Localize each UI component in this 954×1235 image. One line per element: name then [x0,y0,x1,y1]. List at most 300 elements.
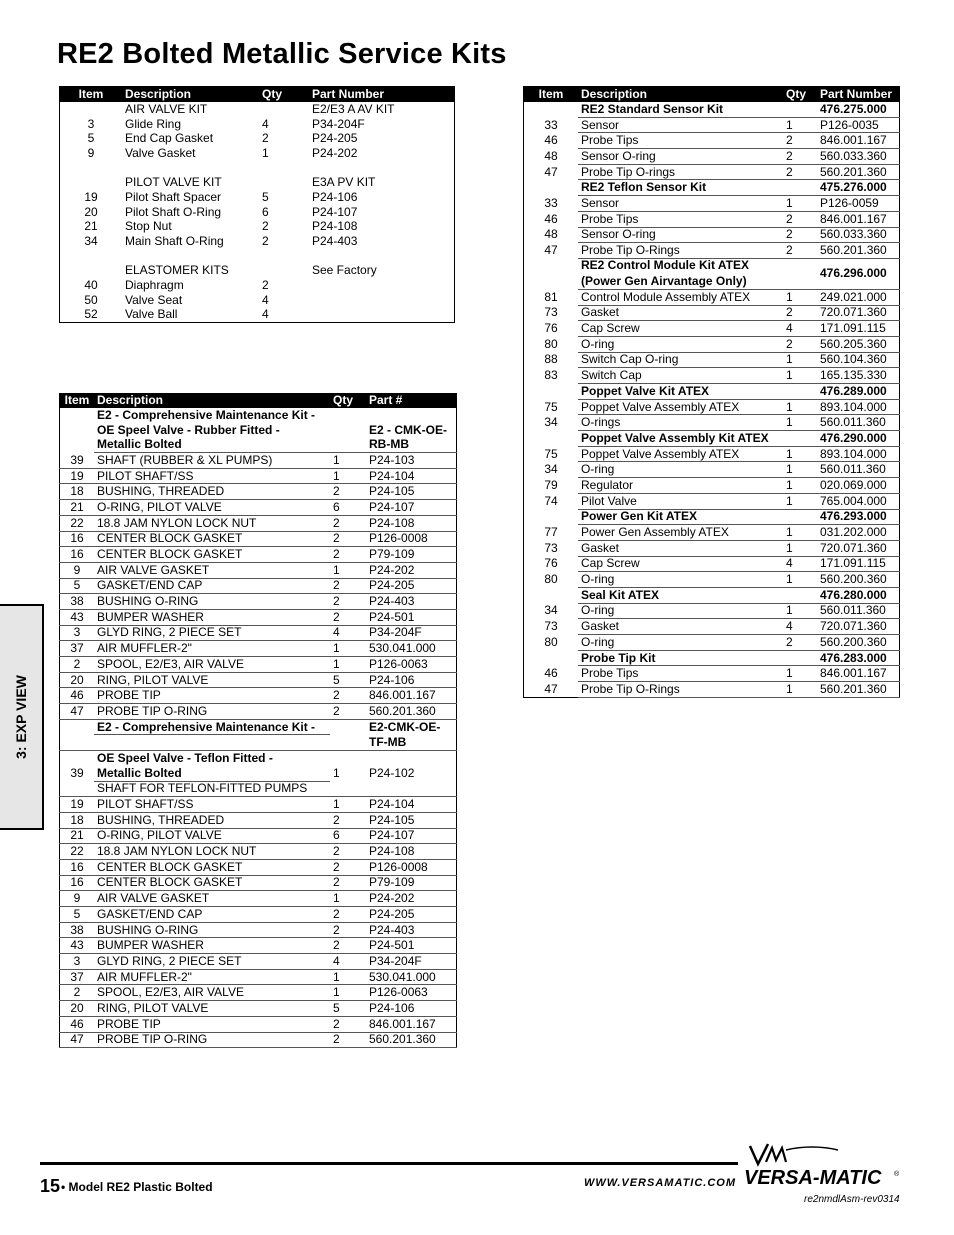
item-cell: 21 [60,828,95,844]
kit-heading-row [524,180,900,196]
table-row [524,682,900,698]
item-cell: 3 [60,625,95,641]
qty-cell: 5 [262,189,269,204]
qty-cell: 2 [262,234,269,249]
table-row [60,688,457,704]
kit-part-line: TF-MB [366,735,457,751]
part-number-cell: 476.289.000 [817,384,900,400]
description-cell: AIR VALVE KIT [125,101,208,116]
part-number-cell: 846.001.167 [366,1016,457,1032]
item-cell: 33 [544,117,558,132]
col-part: Part # [366,393,457,408]
part-number-cell [309,308,455,323]
item-cell: 22 [60,515,95,531]
item-cell: 38 [60,594,95,610]
qty-cell: 2 [783,164,817,180]
table-row [60,484,457,500]
table-row [60,190,455,205]
part-number-cell [309,278,455,293]
kit-heading-row [524,587,900,603]
item-cell [524,431,579,447]
qty-cell: 2 [330,704,366,720]
qty-cell: 2 [330,609,366,625]
qty-cell: 2 [783,149,817,165]
table-row [60,625,457,641]
qty-cell: 2 [330,688,366,704]
qty-cell [783,509,817,525]
qty-cell: 1 [262,145,269,160]
qty-cell: 1 [783,289,817,305]
table-row [60,922,457,938]
description-cell: O-rings [578,415,783,431]
description-cell: Poppet Valve Kit ATEX [578,384,783,400]
description-cell: O-ring [578,572,783,588]
description-cell: BUMPER WASHER [94,609,330,625]
table-row [524,368,900,384]
item-cell: 74 [544,493,558,508]
part-number-cell: P126-0035 [817,117,900,133]
part-number-cell: P24-107 [312,204,358,219]
item-cell: 20 [60,672,95,688]
item-cell: 16 [60,875,95,891]
table-row [524,117,900,133]
qty-cell: 2 [330,922,366,938]
description-cell: GASKET/END CAP [94,907,330,923]
part-number-cell: P126-0063 [366,657,457,673]
table-row [524,211,900,227]
qty-cell: 4 [783,321,817,337]
description-cell: BUSHING, THREADED [94,812,330,828]
qty-cell: 2 [330,515,366,531]
table-row [524,556,900,572]
description-cell: Control Module Assembly ATEX [578,289,783,305]
item-cell: 46 [60,688,95,704]
qty-cell: 1 [783,352,817,368]
part-number-cell: 560.033.360 [817,227,900,243]
description-cell: O-ring [578,336,783,352]
part-number-cell: 560.201.360 [366,1032,457,1048]
description-cell: Switch Cap O-ring [578,352,783,368]
item-cell: 52 [84,307,98,322]
part-number-cell: 530.041.000 [366,641,457,657]
qty-cell: 1 [783,478,817,494]
table-row [524,572,900,588]
table-row [60,249,455,264]
part-number-cell: 476.275.000 [817,102,900,117]
col-item: Item [60,393,95,408]
item-cell [524,384,579,400]
part-number-cell: 476.283.000 [817,650,900,666]
description-cell: RE2 Teflon Sensor Kit [578,180,783,196]
table-row [524,493,900,509]
description-cell: Sensor [578,117,783,133]
part-number-cell: E3A PV KIT [312,175,376,190]
qty-cell: 2 [783,635,817,651]
description-cell [122,161,259,176]
table-row [60,146,455,161]
qty-cell: 2 [330,1016,366,1032]
description-cell: Pilot Shaft Spacer [125,189,222,204]
item-cell: 76 [544,556,558,571]
kit-heading-row [60,423,457,438]
part-number-cell: P126-0008 [366,531,457,547]
part-number-cell: 560.200.360 [817,635,900,651]
item-cell: 80 [544,572,558,587]
item-cell: 40 [84,278,98,293]
part-number-cell: 720.071.360 [817,305,900,321]
table-row [60,985,457,1001]
item-cell [60,408,95,423]
table-row [524,478,900,494]
qty-cell: 2 [330,578,366,594]
item-cell: 2 [60,985,95,1001]
qty-cell: 1 [330,969,366,985]
item-cell: 18 [60,812,95,828]
qty-cell: 1 [330,453,366,469]
qty-cell: 1 [783,540,817,556]
kit-heading-row [60,408,457,423]
item-cell [60,423,95,438]
qty-cell: 1 [783,603,817,619]
page-title: RE2 Bolted Metallic Service Kits [57,38,507,70]
description-cell: Sensor O-ring [578,227,783,243]
kit-description-line: (Power Gen Airvantage Only) [581,274,747,289]
table-row [60,797,457,813]
description-cell: Switch Cap [578,368,783,384]
part-number-cell: P24-501 [366,938,457,954]
qty-cell [259,175,309,190]
part-number-cell: 476.293.000 [817,509,900,525]
description-cell: O-RING, PILOT VALVE [94,828,330,844]
description-cell: CENTER BLOCK GASKET [94,531,330,547]
description-cell: SHAFT FOR TEFLON-FITTED PUMPS [94,781,330,797]
table-header-row [60,393,457,408]
part-number-cell: 475.276.000 [817,180,900,196]
qty-cell: 2 [330,812,366,828]
table-row [524,635,900,651]
description-cell: Probe Tip Kit [578,650,783,666]
description-cell: Regulator [578,478,783,494]
part-number-cell: 560.201.360 [817,682,900,698]
qty-cell: 1 [783,117,817,133]
description-cell: Probe Tips [578,133,783,149]
qty-cell: 1 [330,751,366,797]
description-cell: PILOT SHAFT/SS [94,468,330,484]
table-row [60,293,455,308]
item-cell: 47 [544,243,558,258]
item-cell [60,175,123,190]
part-number-cell: E2/E3 A AV KIT [312,101,395,116]
part-number-cell: P24-107 [366,500,457,516]
item-cell: 77 [544,525,558,540]
part-number-cell: 171.091.115 [817,556,900,572]
description-cell: O-RING, PILOT VALVE [94,500,330,516]
qty-cell [783,384,817,400]
table-row [60,278,455,293]
qty-cell: 1 [783,446,817,462]
item-cell: 34 [544,603,558,618]
part-number-cell: 560.205.360 [817,336,900,352]
item-cell: 46 [544,133,558,148]
col-qty: Qty [330,393,366,408]
table-header-row [524,87,900,103]
description-cell: Poppet Valve Assembly ATEX [578,446,783,462]
part-number-cell [309,293,455,308]
part-number-cell: 893.104.000 [817,399,900,415]
table-row [60,1032,457,1048]
part-number-cell: 846.001.167 [817,133,900,149]
revision-code: re2nmdlAsm-rev0314 [804,1194,900,1205]
footer-url[interactable]: WWW.VERSAMATIC.COM [584,1177,737,1189]
part-number-cell: P24-501 [366,609,457,625]
part-number-cell: P24-102 [366,751,457,797]
description-cell: Diaphragm [125,278,184,293]
item-cell: 34 [544,415,558,430]
page-number: 15 [40,1176,61,1196]
description-cell: ELASTOMER KITS [125,263,229,278]
part-number-cell: 560.011.360 [817,462,900,478]
item-cell: 39 [60,453,95,469]
qty-cell: 2 [330,484,366,500]
description-cell: Cap Screw [578,556,783,572]
qty-cell [330,735,366,751]
qty-cell: 6 [330,828,366,844]
table-header-row [60,87,455,103]
item-cell: 20 [84,204,98,219]
qty-cell: 2 [330,859,366,875]
table-row [524,133,900,149]
description-cell: AIR VALVE GASKET [94,891,330,907]
description-cell: Pilot Shaft O-Ring [125,204,222,219]
item-cell: 37 [60,641,95,657]
kit-description-line: RE2 Control Module Kit ATEX [581,258,749,273]
description-cell: AIR VALVE GASKET [94,562,330,578]
kit-heading-row [524,650,900,666]
item-cell: 47 [60,1032,95,1048]
item-cell: 37 [60,969,95,985]
item-cell [524,180,579,196]
item-cell: 21 [60,500,95,516]
item-cell: 73 [544,619,558,634]
description-cell: CENTER BLOCK GASKET [94,875,330,891]
description-cell [94,735,330,751]
description-cell: SPOOL, E2/E3, AIR VALVE [94,985,330,1001]
part-number-cell: P34-204F [366,954,457,970]
table-row [60,954,457,970]
item-cell: 46 [60,1016,95,1032]
part-number-cell: P24-103 [366,453,457,469]
qty-cell [330,423,366,438]
qty-cell [330,719,366,735]
part-number-cell: See Factory [312,263,377,278]
item-cell: 16 [60,531,95,547]
col-description: Description [122,87,259,103]
item-cell [524,587,579,603]
qty-cell: 4 [262,307,269,322]
footer-model: • Model RE2 Plastic Bolted [61,1180,213,1194]
col-description: Description [94,393,330,408]
qty-cell: 1 [783,462,817,478]
part-number-cell: P126-0063 [366,985,457,1001]
table-row [524,321,900,337]
table-row [60,234,455,249]
qty-cell: 6 [262,204,269,219]
description-cell: Poppet Valve Assembly Kit ATEX [578,431,783,447]
part-number-cell: P24-205 [366,578,457,594]
qty-cell: 5 [330,1001,366,1017]
description-cell: RE2 Standard Sensor Kit [578,102,783,117]
table-row [60,844,457,860]
part-number-cell: P24-108 [366,515,457,531]
qty-cell [783,587,817,603]
item-cell: 46 [544,211,558,226]
part-number-cell: 560.033.360 [817,149,900,165]
kit-description-line: OE Speel Valve - Rubber Fitted - [97,422,280,437]
qty-cell: 1 [330,641,366,657]
table-row [60,547,457,563]
description-cell: Probe Tips [578,666,783,682]
kit-heading-row [524,509,900,525]
description-cell: Gasket [578,540,783,556]
part-number-cell: P24-202 [312,145,358,160]
description-cell: Gasket [578,305,783,321]
part-number-cell: 020.069.000 [817,478,900,494]
part-number-cell: P126-0059 [817,196,900,212]
description-cell: Probe Tip O-Rings [578,682,783,698]
svg-text:®: ® [894,1171,900,1178]
qty-cell: 2 [330,844,366,860]
logo-text: VERSA-MATIC [744,1167,882,1189]
table-row [524,243,900,259]
table-row [60,515,457,531]
col-qty: Qty [783,87,817,103]
qty-cell: 1 [330,797,366,813]
table-row [60,161,455,176]
table-row [524,399,900,415]
qty-cell [783,650,817,666]
part-number-cell: P24-205 [312,131,358,146]
table-row [60,264,455,279]
part-number-cell: P24-403 [366,922,457,938]
table-row [524,525,900,541]
description-cell: Main Shaft O-Ring [125,234,224,249]
sensor-atex-kits-table [523,86,900,698]
part-number-cell: 031.202.000 [817,525,900,541]
part-number-cell: P24-403 [366,594,457,610]
part-number-cell: P24-107 [366,828,457,844]
kit-description-line: Metallic Bolted [94,766,330,781]
table-row [60,117,455,132]
qty-cell: 2 [783,133,817,149]
section-side-tab[interactable] [0,604,44,830]
qty-cell: 1 [783,525,817,541]
qty-cell [330,408,366,423]
part-number-cell: P24-106 [366,1001,457,1017]
item-cell: 39 [60,751,95,797]
qty-cell: 2 [330,938,366,954]
qty-cell: 4 [330,954,366,970]
item-cell: 75 [544,446,558,461]
item-cell: 9 [60,562,95,578]
qty-cell: 2 [330,547,366,563]
kit-heading-row [524,431,900,447]
qty-cell: 1 [783,666,817,682]
description-cell: Probe Tip O-Rings [578,243,783,259]
item-cell: 47 [544,164,558,179]
qty-cell: 2 [262,219,269,234]
col-part-number: Part Number [309,87,455,103]
part-number-cell: P24-205 [366,907,457,923]
table-row [524,352,900,368]
part-number-cell: 171.091.115 [817,321,900,337]
description-cell: 18.8 JAM NYLON LOCK NUT [94,844,330,860]
table-row [60,1001,457,1017]
item-cell [60,161,123,176]
description-cell: Cap Screw [578,321,783,337]
item-cell [524,650,579,666]
item-cell: 46 [544,666,558,681]
description-cell: Probe Tip O-rings [578,164,783,180]
description-cell: O-ring [578,462,783,478]
qty-cell: 2 [783,211,817,227]
description-cell: AIR MUFFLER-2" [94,641,330,657]
qty-cell: 1 [783,493,817,509]
kit-heading-row [60,735,457,751]
part-number-cell: P24-106 [366,672,457,688]
table-row [60,562,457,578]
qty-cell: 2 [783,227,817,243]
kit-part-line: E2 - CMK-OE- [369,422,447,437]
description-cell: Valve Seat [125,292,183,307]
item-cell: 5 [87,131,95,146]
part-number-cell: 560.011.360 [817,415,900,431]
qty-cell: 4 [262,292,269,307]
table-row [60,704,457,720]
description-cell: PROBE TIP [94,1016,330,1032]
item-cell: 21 [84,219,98,234]
item-cell: 38 [60,922,95,938]
part-number-cell [309,161,455,176]
part-number-cell: 560.011.360 [817,603,900,619]
table-row [60,131,455,146]
item-cell: 16 [60,859,95,875]
footer-rule [40,1162,738,1165]
part-number-cell: 846.001.167 [817,211,900,227]
side-tab-label: 3: EXP VIEW [13,675,29,759]
qty-cell [259,161,309,176]
description-cell: AIR MUFFLER-2" [94,969,330,985]
description-cell: RING, PILOT VALVE [94,1001,330,1017]
item-cell [60,437,95,452]
item-cell: 75 [544,399,558,414]
part-number-cell: 560.201.360 [366,704,457,720]
item-cell [60,102,123,117]
qty-cell [783,102,817,117]
qty-cell: 2 [783,243,817,259]
part-number-cell: P24-106 [312,189,358,204]
col-description: Description [578,87,783,103]
description-cell: PROBE TIP O-RING [94,1032,330,1048]
qty-cell [330,437,366,452]
item-cell: 48 [544,148,558,163]
qty-cell: 1 [783,368,817,384]
table-row [524,415,900,431]
table-row [524,196,900,212]
description-cell: CENTER BLOCK GASKET [94,859,330,875]
table-row [524,446,900,462]
part-number-cell: P24-105 [366,812,457,828]
item-cell: 33 [544,195,558,210]
